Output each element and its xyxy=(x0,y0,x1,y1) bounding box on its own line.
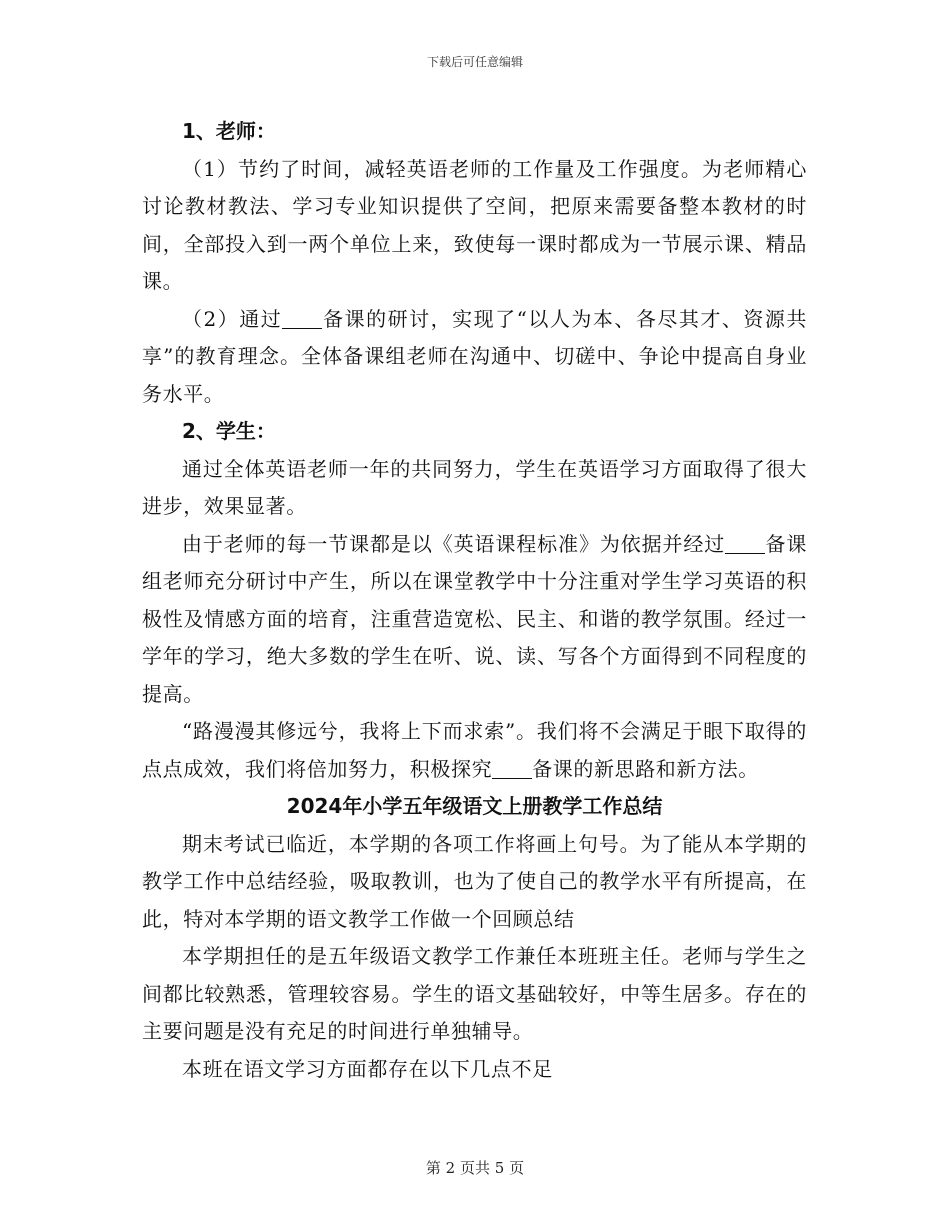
fill-blank xyxy=(282,308,322,329)
paragraph-text: （2）通过 xyxy=(182,306,283,331)
paragraph-text: “路漫漫其修远兮，我将上下而求索”。我们将不会满足于眼下取得的点点成效，我们将倍加努力，积极探究 xyxy=(142,719,807,781)
paragraph xyxy=(142,526,807,714)
paragraph: 通过全体英语老师一年的共同努力，学生在英语学习方面取得了很大进步，效果显著。 xyxy=(142,456,807,518)
page-footer-number: 第 2 页共 5 页 xyxy=(425,1159,525,1177)
section-heading-student: 2、学生： xyxy=(182,419,276,443)
paragraph-text: 备课的新思路和新方法。 xyxy=(532,756,759,781)
fill-blank xyxy=(725,533,765,554)
document-title: 2024年小学五年级语文上册教学工作总结 xyxy=(286,794,663,818)
paragraph-text: 由于老师的每一节课都是以《英语课程标准》为依据并经过 xyxy=(182,531,726,556)
fill-blank xyxy=(492,758,532,779)
paragraph: 期末考试已临近，本学期的各项工作将画上句号。为了能从本学期的教学工作中总结经验，吸取教训，也为了使自己的教学水平有所提高，在此，特对本学期的语文教学工作做一个回顾总结 xyxy=(142,831,807,931)
paragraph-text: 备课的研讨，实现了“以人为本、各尽其才、资源共享”的教育理念。全体备课组老师在沟通中、切磋中、争论中提高自身业务水平。 xyxy=(142,306,807,406)
section-heading-teacher: 1、老师： xyxy=(182,119,276,143)
page-header-note: 下载后可任意编辑 xyxy=(426,55,523,69)
paragraph: 本学期担任的是五年级语文教学工作兼任本班班主任。老师与学生之间都比较熟悉，管理较容易。学生的语文基础较好，中等生居多。存在的主要问题是没有充足的时间进行单独辅导。 xyxy=(142,944,807,1043)
paragraph xyxy=(142,301,807,414)
paragraph-text: 备课组老师充分研讨中产生，所以在课堂教学中十分注重对学生学习英语的积极性及情感方面的培育，注重营造宽松、民主、和谐的教学氛围。经过一学年的学习，绝大多数的学生在听、说、读、写各个方面得到不同程度的提高。 xyxy=(142,531,807,706)
document-body xyxy=(142,113,807,1088)
paragraph xyxy=(142,713,807,788)
paragraph: （1）节约了时间，减轻英语老师的工作量及工作强度。为老师精心讨论教材教法、学习专业知识提供了空间，把原来需要备整本教材的时间，全部投入到一两个单位上来，致使每一课时都成为一节展示课、精品课。 xyxy=(142,156,807,293)
paragraph: 本班在语文学习方面都存在以下几点不足 xyxy=(182,1056,553,1081)
